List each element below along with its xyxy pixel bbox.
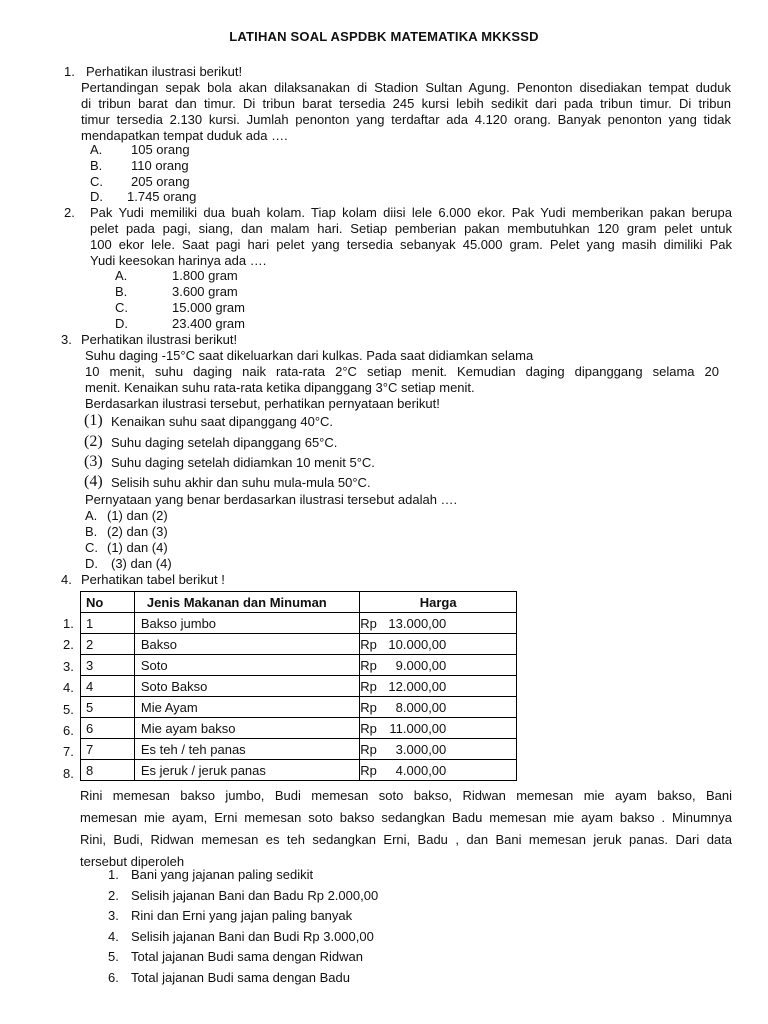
price-value: 4.000,00	[395, 762, 447, 778]
q4-item-text: Total jajanan Budi sama dengan Badu	[131, 969, 350, 985]
q4-number: 4.	[61, 572, 72, 587]
q2-option-text: 3.600 gram	[172, 284, 238, 299]
q4-item-number: 3.	[108, 908, 119, 923]
currency-label: Rp	[360, 678, 377, 694]
q4-item-text: Selisih jajanan Bani dan Budi Rp 3.000,00	[131, 928, 374, 944]
q4-item-number: 1.	[108, 867, 119, 882]
price-value: 9.000,00	[395, 657, 447, 673]
price-value: 10.000,00	[388, 636, 447, 652]
cell-price	[360, 697, 517, 718]
table-row	[81, 655, 517, 676]
q4-intro: Perhatikan tabel berikut !	[81, 572, 225, 587]
q1-option-text: 105 orang	[131, 142, 190, 157]
currency-label: Rp	[360, 657, 377, 673]
cell-item: Bakso	[134, 634, 359, 655]
row-list-number: 8.	[63, 765, 74, 781]
cell-no: 5	[81, 697, 135, 718]
table-row	[81, 676, 517, 697]
q3-statement-number: (1)	[84, 412, 103, 429]
q2-text-line: pelet pada pagi, siang, dan malam hari. Setiap pemberian pakan membutuhkan 120 gram pelet untuk	[90, 221, 732, 236]
q1-option-text: 1.745 orang	[127, 189, 197, 204]
q3-statement-number: (2)	[84, 433, 103, 450]
q1-option-letter: B.	[90, 158, 103, 173]
cell-price	[360, 613, 517, 634]
table-row	[81, 739, 517, 760]
q4-item-number: 5.	[108, 949, 119, 964]
currency-label: Rp	[360, 720, 377, 736]
table-row	[81, 760, 517, 781]
q3-statement-number: (3)	[84, 453, 103, 470]
q3-text-line: Berdasarkan ilustrasi tersebut, perhatikan pernyataan berikut!	[85, 396, 440, 411]
q3-option-letter: A.	[85, 508, 98, 523]
cell-item: Mie ayam bakso	[134, 718, 359, 739]
table-header-row	[81, 592, 517, 613]
q4-text-line: Rini memesan bakso jumbo, Budi memesan soto bakso, Ridwan memesan mie ayam bakso, Bani	[80, 788, 732, 803]
price-value: 12.000,00	[388, 678, 447, 694]
q1-text-line: mendapatkan tempat duduk ada ….	[81, 128, 288, 143]
header-item: Jenis Makanan dan Minuman	[134, 592, 359, 613]
row-list-number: 6.	[63, 723, 74, 738]
cell-no: 7	[81, 739, 135, 760]
q3-option-letter: C.	[85, 540, 98, 555]
q4-item-text: Selisih jajanan Bani dan Badu Rp 2.000,00	[131, 887, 379, 903]
q1-intro: Perhatikan ilustrasi berikut!	[86, 64, 243, 79]
currency-label: Rp	[360, 636, 377, 652]
cell-no: 1	[81, 613, 135, 634]
cell-item: Es jeruk / jeruk panas	[134, 760, 359, 781]
table-row	[81, 697, 517, 718]
q4-item-number: 2.	[108, 887, 119, 903]
cell-price	[360, 655, 517, 676]
q4-item-text: Rini dan Erni yang jajan paling banyak	[131, 908, 353, 923]
q2-text-line: Pak Yudi memiliki dua buah kolam. Tiap kolam diisi lele 6.000 ekor. Pak Yudi memberikan pakan berupa	[90, 205, 732, 220]
q1-text-line: timur tersedia 2.130 kursi. Jumlah penonton yang terdaftar ada 4.120 orang. Banyak penonton yang tidak	[81, 112, 731, 127]
price-value: 13.000,00	[388, 615, 447, 631]
q4-text-line: Rini, Budi, Ridwan memesan es teh sedangkan Erni, Badu , dan Bani memesan jeruk panas. Dari data	[80, 832, 732, 847]
currency-label: Rp	[360, 741, 377, 757]
cell-price	[360, 760, 517, 781]
q3-statement-number: (4)	[84, 473, 103, 490]
table-row	[81, 613, 517, 634]
cell-price	[360, 739, 517, 760]
row-list-number: 3.	[63, 658, 74, 674]
q2-number: 2.	[64, 205, 75, 220]
q1-option-text: 205 orang	[131, 174, 190, 189]
table-row	[81, 718, 517, 739]
q1-text-line: di tribun barat dan timur. Di tribun barat tersedia 245 kursi lebih sedikit dari pada tribun timur. Di tribun	[81, 96, 731, 111]
q3-option-text: (1) dan (4)	[107, 540, 168, 555]
cell-no: 3	[81, 655, 135, 676]
price-value: 8.000,00	[395, 699, 447, 715]
row-list-number: 7.	[63, 744, 74, 760]
q2-text-line: 100 ekor lele. Saat pagi hari pelet yang tersedia sebanyak 45.000 gram. Pelet yang masih dimiliki Pak	[90, 237, 732, 252]
cell-no: 2	[81, 634, 135, 655]
q2-option-text: 1.800 gram	[172, 268, 238, 283]
cell-price	[360, 634, 517, 655]
q2-option-text: 15.000 gram	[172, 300, 245, 315]
currency-label: Rp	[360, 615, 377, 631]
q4-item-number: 4.	[108, 928, 119, 944]
document-title: LATIHAN SOAL ASPDBK MATEMATIKA MKKSSD	[229, 29, 539, 44]
row-list-number: 5.	[63, 701, 74, 717]
q2-option-letter: D.	[115, 316, 128, 331]
price-value: 11.000,00	[389, 720, 447, 736]
q3-statement-text: Suhu daging setelah didiamkan 10 menit 5°C.	[111, 455, 375, 470]
currency-label: Rp	[360, 762, 377, 778]
q3-question: Pernyataan yang benar berdasarkan ilustrasi tersebut adalah ….	[85, 492, 458, 507]
row-list-number: 4.	[63, 680, 74, 696]
cell-item: Mie Ayam	[134, 697, 359, 718]
cell-no: 6	[81, 718, 135, 739]
q3-option-text: (1) dan (2)	[107, 508, 168, 523]
q3-option-letter: D.	[85, 556, 98, 571]
q3-text-line: 10 menit, suhu daging naik rata-rata 2°C setiap menit. Kemudian daging dipanggang selama 20	[85, 364, 719, 379]
currency-label: Rp	[360, 699, 377, 715]
q1-text-line: Pertandingan sepak bola akan dilaksanakan di Stadion Sultan Agung. Penonton disediakan tempat duduk	[81, 80, 731, 95]
q3-statement-text: Suhu daging setelah dipanggang 65°C.	[111, 435, 338, 450]
q3-intro: Perhatikan ilustrasi berikut!	[81, 332, 238, 347]
q3-text-line: Suhu daging -15°C saat dikeluarkan dari kulkas. Pada saat didiamkan selama	[85, 348, 534, 363]
price-table	[80, 591, 517, 781]
q3-option-text: (3) dan (4)	[111, 556, 172, 571]
q3-statement-text: Kenaikan suhu saat dipanggang 40°C.	[111, 414, 334, 429]
q3-text-line: menit. Kenaikan suhu rata-rata ketika dipanggang 3°C setiap menit.	[85, 380, 475, 395]
q1-option-text: 110 orang	[131, 158, 189, 173]
row-list-number: 1.	[63, 616, 74, 631]
cell-price	[360, 718, 517, 739]
q2-text-line: Yudi keesokan harinya ada ….	[90, 253, 267, 268]
q3-statement-text: Selisih suhu akhir dan suhu mula-mula 50°C.	[111, 475, 371, 490]
q2-option-letter: C.	[115, 300, 128, 315]
header-price: Harga	[360, 592, 517, 613]
q4-item-text: Total jajanan Budi sama dengan Ridwan	[131, 949, 363, 964]
cell-item: Soto Bakso	[134, 676, 359, 697]
cell-no: 4	[81, 676, 135, 697]
q1-option-letter: C.	[90, 174, 103, 189]
cell-item: Es teh / teh panas	[134, 739, 359, 760]
q1-number: 1.	[64, 64, 75, 79]
q2-option-letter: B.	[115, 284, 128, 299]
q3-option-text: (2) dan (3)	[107, 524, 168, 539]
q4-item-text: Bani yang jajanan paling sedikit	[131, 867, 314, 882]
q1-option-letter: D.	[90, 189, 103, 204]
price-value: 3.000,00	[395, 741, 447, 757]
row-list-number: 2.	[63, 637, 74, 653]
q4-text-line: tersebut diperoleh	[80, 854, 185, 869]
q3-option-letter: B.	[85, 524, 98, 539]
cell-item: Soto	[134, 655, 359, 676]
q4-text-line: memesan mie ayam, Erni memesan soto bakso sedangkan Badu memesan mie ayam bakso . Minumnya	[80, 810, 732, 825]
table-row	[81, 634, 517, 655]
q2-option-letter: A.	[115, 268, 128, 283]
cell-price	[360, 676, 517, 697]
q1-option-letter: A.	[90, 142, 103, 157]
cell-no: 8	[81, 760, 135, 781]
header-no: No	[81, 592, 135, 613]
q4-item-number: 6.	[108, 969, 119, 985]
cell-item: Bakso jumbo	[134, 613, 359, 634]
q2-option-text: 23.400 gram	[172, 316, 245, 331]
q3-number: 3.	[61, 332, 72, 347]
